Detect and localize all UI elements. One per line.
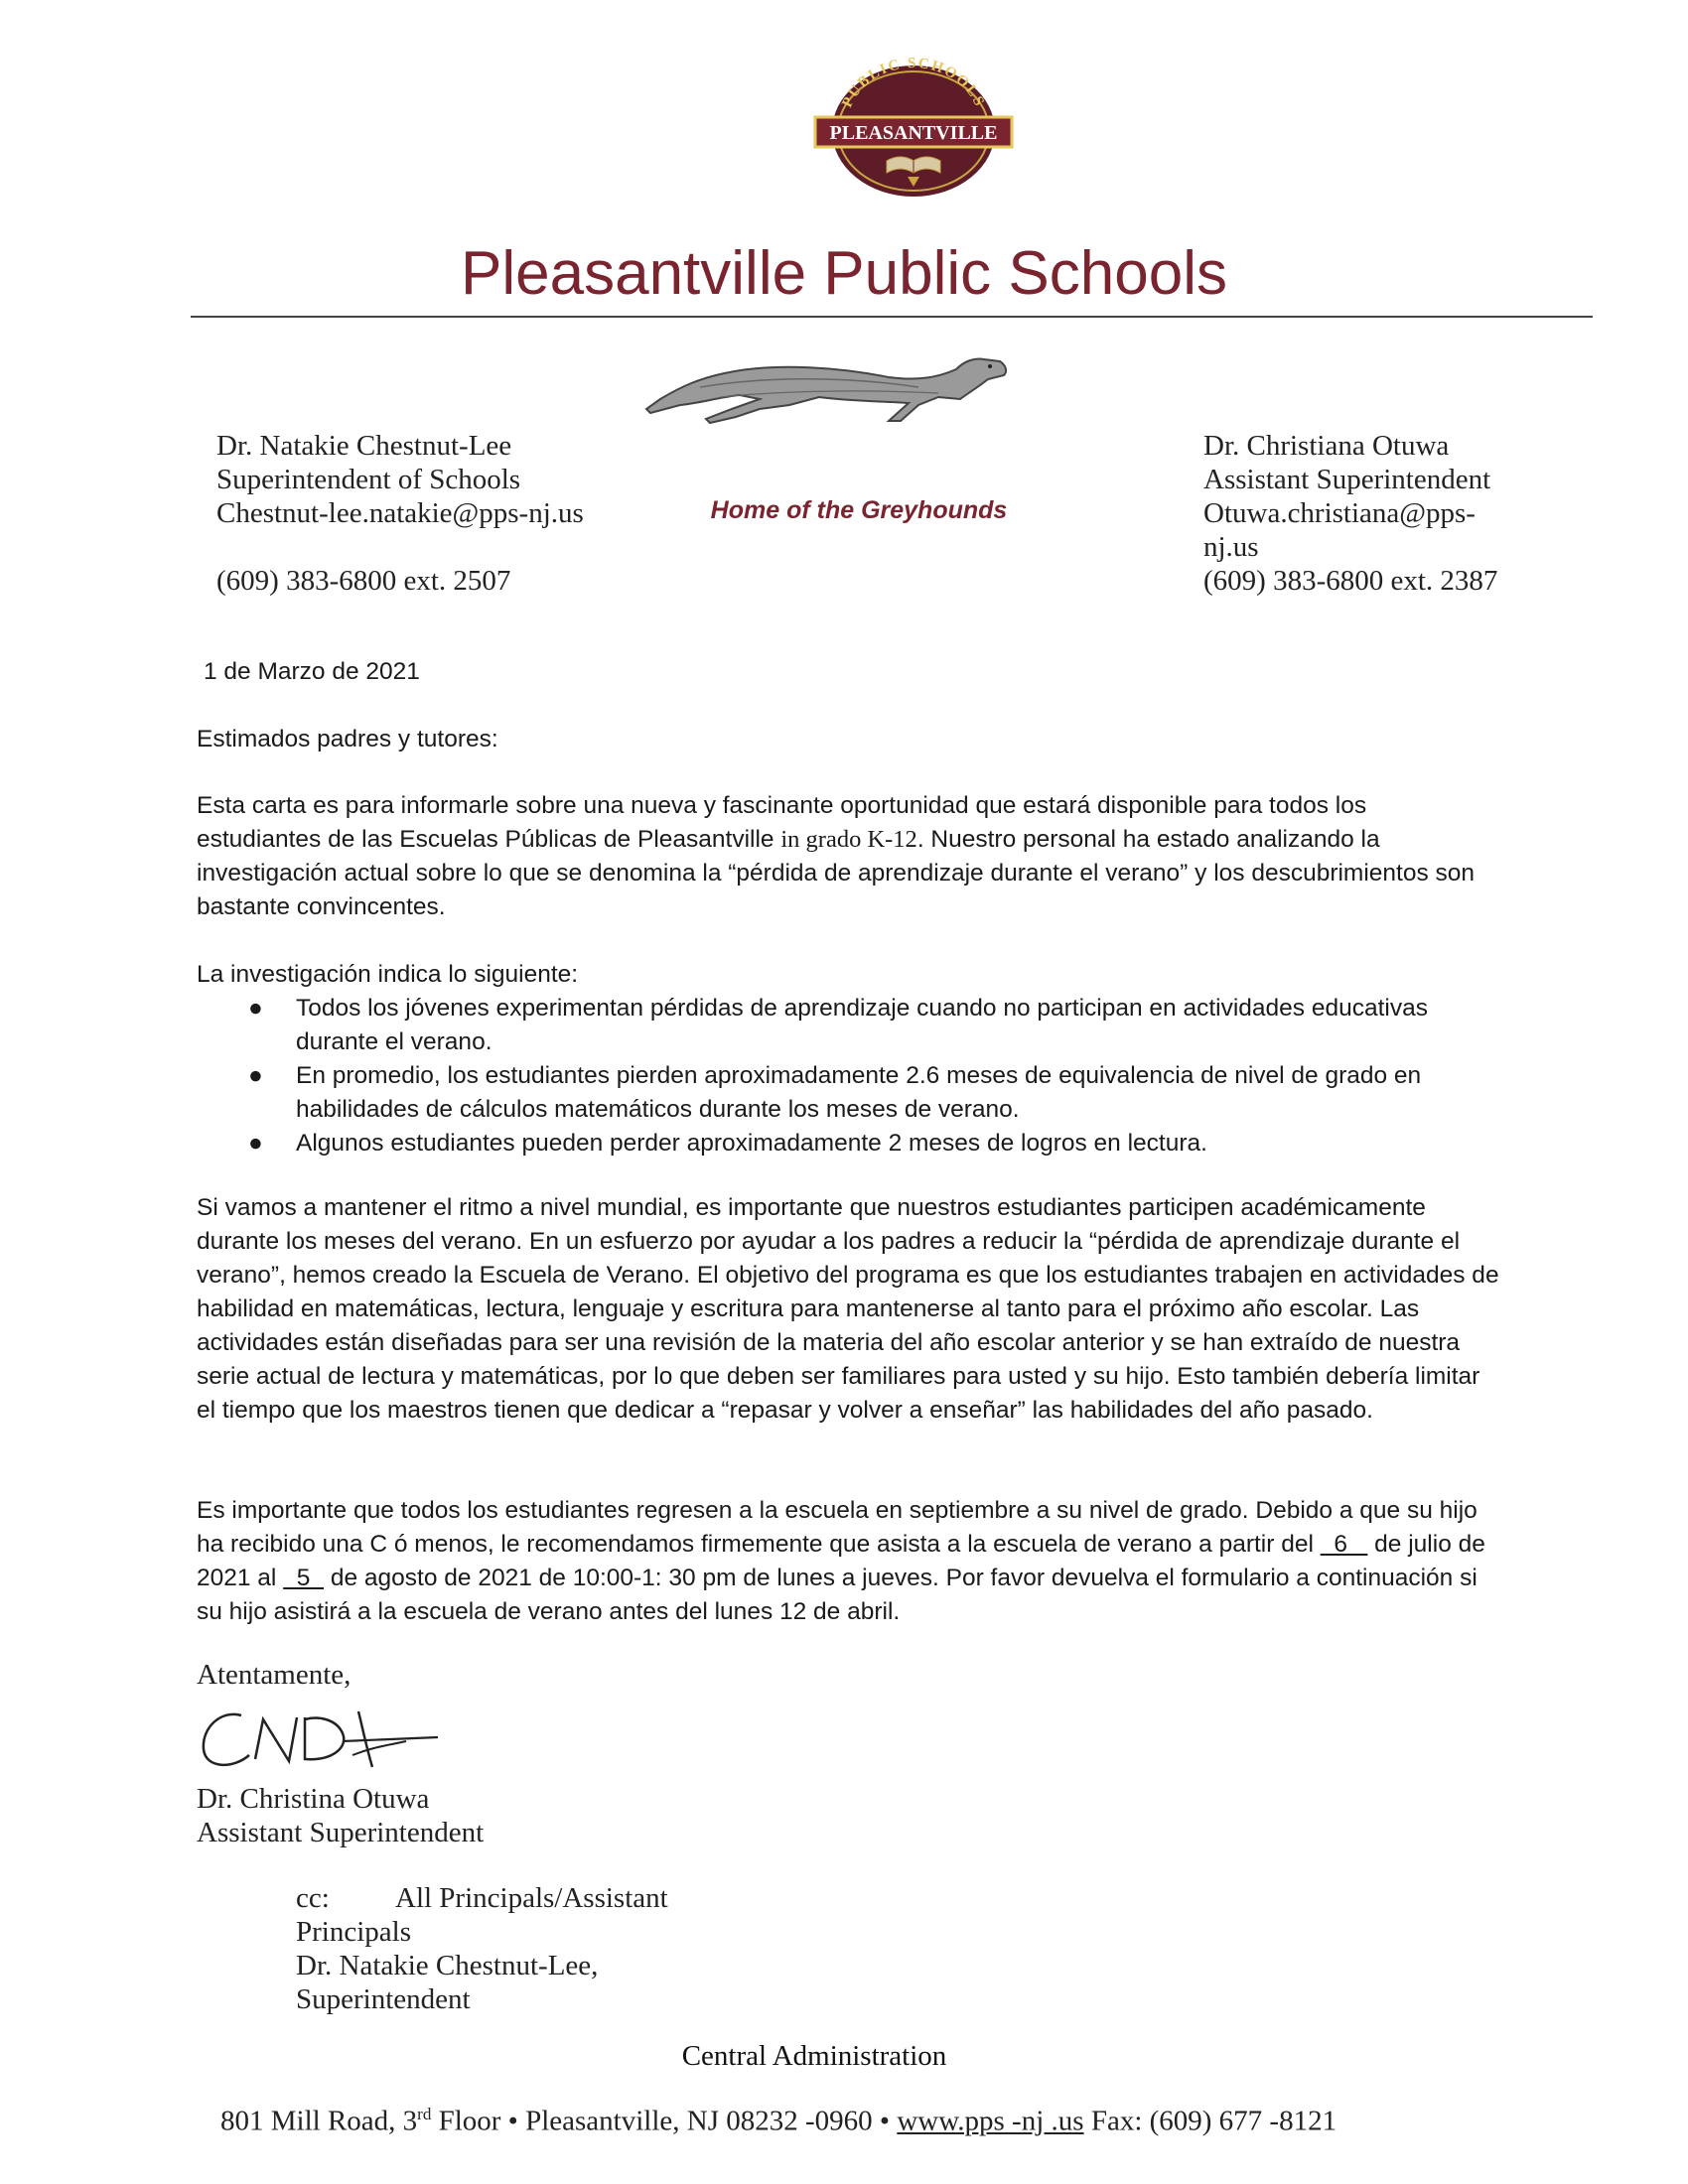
list-item-text: Todos los jóvenes experimentan pérdidas de aprendizaje cuando no participan en actividades educativas durante el verano. [296, 995, 1428, 1055]
footer-address-part2: Floor • Pleasantville, NJ 08232 -0960 • [431, 2105, 898, 2137]
cc-line: Principals [296, 1916, 411, 1948]
logo-arc-text: PUBLIC SCHOOLS [839, 55, 988, 110]
start-date-blank: 6 [1320, 1531, 1368, 1558]
superintendent-phone: (609) 383-6800 ext. 2507 [216, 565, 511, 597]
footer-address-superscript: rd [417, 2105, 432, 2123]
greeting: Estimados padres y tutores: [197, 726, 498, 752]
paragraph-program: Si vamos a mantener el ritmo a nivel mundial, es importante que nuestros estudiantes participen académicamente durante los meses del verano. En un esfuerzo por ayudar a los padres a reducir la “pérdida de aprendizaje durante el verano”, hemos creado la Escuela de Verano. El objetivo del programa es que los estudiantes trabajen en actividades de habilidad en matemáticas, lectura, lenguaje y escritura para mantenerse al tanto para el próximo año escolar. Las actividades están diseñadas para ser una revisión de la materia del año escolar anterior y se han extraído de nuestra serie actual de lectura y matemáticas, por lo que deben ser familiares para usted y su hijo. Esto también debería limitar el tiempo que los maestros tienen que dedicar a “repasar y volver a enseñar” las habilidades del año pasado. [197, 1194, 1499, 1424]
superintendent-contact [216, 429, 683, 598]
superintendent-name: Dr. Natakie Chestnut-Lee [216, 430, 512, 462]
research-intro: La investigación indica lo siguiente: [197, 961, 579, 988]
list-item-text: Algunos estudiantes pueden perder aproximadamente 2 meses de logros en lectura. [296, 1130, 1207, 1157]
list-item-text: En promedio, los estudiantes pierden aproximadamente 2.6 meses de equivalencia de nivel de grado en habilidades de cálculos matemáticos durante los meses de verano. [296, 1062, 1422, 1123]
closing: Atentamente, [197, 1659, 352, 1691]
letter-date: 1 de Marzo de 2021 [204, 658, 420, 685]
list-item [197, 1059, 1507, 1127]
paragraph-intro-part2: . Nuestro personal ha estado analizando la investigación actual sobre lo que se denomina la “pérdida de aprendizaje durante el verano” y los descubrimientos son bastante convincentes. [197, 826, 1476, 920]
footer-address [220, 2105, 1336, 2138]
cc-block [296, 1881, 812, 2016]
paragraph-dates [197, 1494, 1499, 1629]
list-item [197, 992, 1507, 1059]
list-item [197, 1127, 1507, 1160]
footer-fax: Fax: (609) 677 -8121 [1083, 2105, 1337, 2137]
handwritten-signature [194, 1698, 482, 1787]
bullet-icon: ● [248, 995, 263, 1022]
paragraph-intro-part1: Esta carta es para informarle sobre una nueva y fascinante oportunidad que estará disponible para todos los estudiantes de las Escuelas Públicas de Pleasantville [197, 792, 1367, 853]
page-title: Pleasantville Public Schools [461, 239, 1227, 308]
bullet-icon: ● [248, 1130, 263, 1157]
paragraph-dates-part3: de agosto de 2021 de 10:00-1: 30 pm de lunes a jueves. Por favor devuelva el formulario a continuación si su hijo asistirá a la escuela de verano antes del lunes 12 de abril. [197, 1565, 1477, 1625]
bullet-icon: ● [248, 1062, 263, 1089]
end-date-blank: 5 [283, 1565, 325, 1591]
paragraph-dates-part1: Es importante que todos los estudiantes regresen a la escuela en septiembre a su nivel de grado. Debido a que su hijo ha recibido una C ó menos, le recomendamos firmemente que asista a la escuela de verano a partir del [197, 1497, 1477, 1558]
school-logo [809, 50, 1018, 199]
motto: Home of the Greyhounds [710, 496, 1008, 524]
cc-line: All Principals/Assistant [395, 1882, 668, 1914]
footer-address-part1: 801 Mill Road, 3 [220, 2105, 418, 2137]
cc-line: Dr. Natakie Chestnut-Lee, [296, 1950, 599, 1981]
signer-name: Dr. Christina Otuwa [197, 1783, 430, 1815]
assistant-superintendent-role: Assistant Superintendent [1203, 464, 1491, 495]
header-divider [191, 316, 1593, 318]
cc-label: cc: [296, 1882, 330, 1914]
cc-line: Superintendent [296, 1983, 471, 2015]
assistant-superintendent-email-line1: Otuwa.christiana@pps- [1203, 497, 1476, 529]
assistant-superintendent-phone: (609) 383-6800 ext. 2387 [1203, 565, 1498, 597]
paragraph-intro-grade: in grado K-12 [780, 826, 917, 853]
paragraph-intro [197, 789, 1497, 924]
signer-block [197, 1782, 484, 1849]
footer-title: Central Administration [681, 2040, 947, 2072]
website-link[interactable]: www.pps -nj .us [897, 2105, 1084, 2137]
signer-title: Assistant Superintendent [197, 1817, 485, 1848]
superintendent-role: Superintendent of Schools [216, 464, 521, 495]
greyhound-illustration [640, 347, 1028, 427]
assistant-superintendent-email-line2: nj.us [1203, 531, 1259, 563]
paragraph-dates-part2: de julio de 2021 al [197, 1531, 1485, 1591]
superintendent-email: Chestnut-lee.natakie@pps-nj.us [216, 497, 584, 529]
assistant-superintendent-contact [1203, 429, 1541, 598]
logo-banner-text: PLEASANTVILLE [829, 122, 998, 144]
assistant-superintendent-name: Dr. Christiana Otuwa [1203, 430, 1450, 462]
research-list [197, 992, 1507, 1160]
